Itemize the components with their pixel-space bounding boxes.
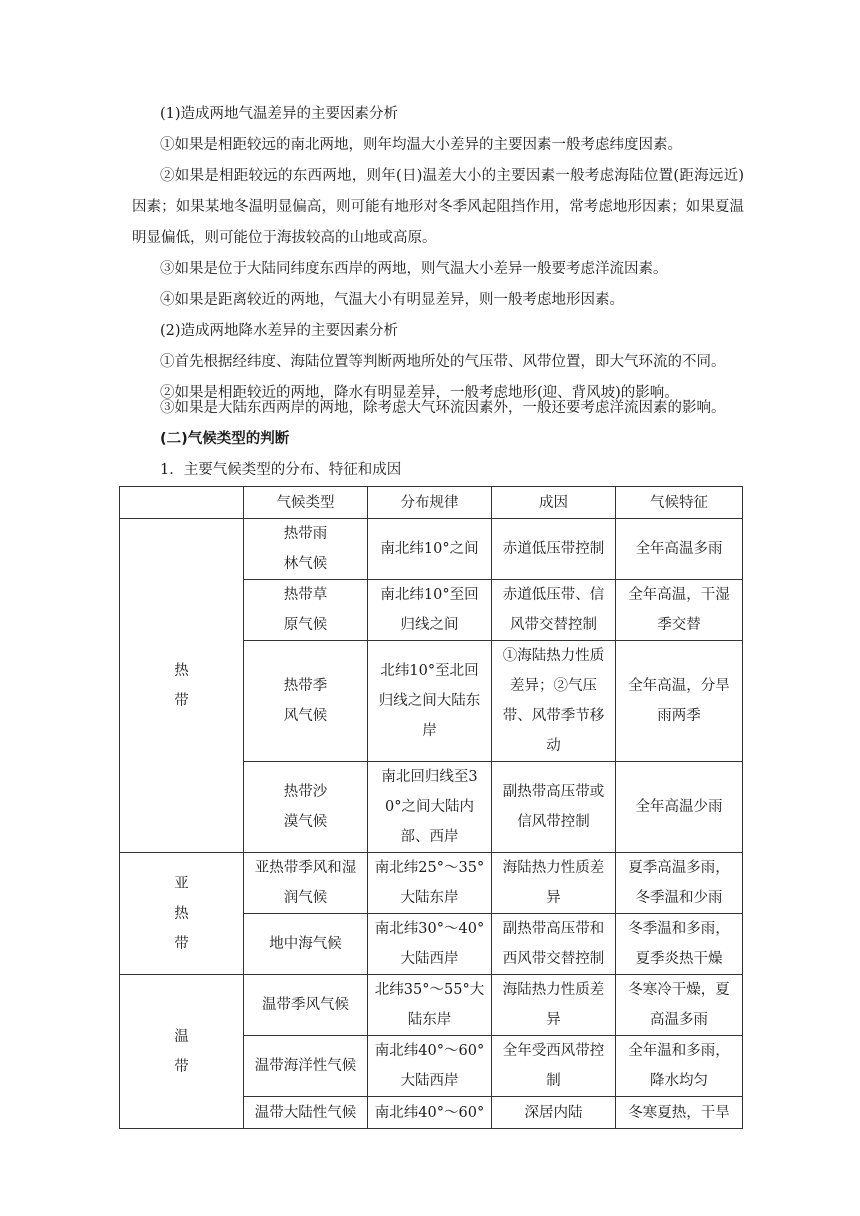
temp-point-2: ②如果是相距较远的东西两地，则年(日)温差大小的主要因素一般考虑海陆位置(距海远近)因素；如果某地冬温明显偏高，则可能有地形对冬季风起阻挡作用，常考虑地形因素；如果夏温明显偏低，则可能位于海拔较高的山地或高原。 [132,168,744,246]
climate-table [119,486,743,1129]
header-type: 气候类型 [244,487,368,519]
header-distribution: 分布规律 [368,487,492,519]
climate-type-cell: 温带季风气候 [244,975,368,1036]
cause-cell: ①海陆热力性质差异；②气压带、风带季节移动 [492,641,616,762]
temp-section-title: (1)造成两地气温差异的主要因素分析 [160,106,399,122]
section-heading: (二)气候类型的判断 [160,431,290,447]
climate-type-cell: 地中海气候 [244,914,368,975]
distribution-cell: 北纬35°～55°大陆东岸 [368,975,492,1036]
table-row [120,519,743,580]
distribution-cell: 南北纬25°～35°大陆东岸 [368,853,492,914]
zone-cell: 亚热带 [120,853,244,975]
temp-point-3: ③如果是位于大陆同纬度东西岸的两地，则气温大小差异一般要考虑洋流因素。 [160,261,668,277]
table-header-row [120,487,743,519]
header-cause: 成因 [492,487,616,519]
feature-cell: 全年高温少雨 [616,762,743,853]
feature-cell: 全年高温，干湿季交替 [616,580,743,641]
precip-point-3: ③如果是大陆东西两岸的两地，除考虑大气环流因素外，一般还要考虑洋流因素的影响。 [160,400,726,416]
cause-cell: 赤道低压带控制 [492,519,616,580]
cause-cell: 全年受西风带控制 [492,1036,616,1097]
feature-cell: 全年高温，分旱雨两季 [616,641,743,762]
cause-cell: 副热带高压带和西风带交替控制 [492,914,616,975]
header-feature: 气候特征 [616,487,743,519]
feature-cell: 全年温和多雨，降水均匀 [616,1036,743,1097]
distribution-cell: 南北纬10°之间 [368,519,492,580]
climate-type-cell: 温带大陆性气候 [244,1097,368,1129]
cause-cell: 深居内陆 [492,1097,616,1129]
feature-cell: 冬寒夏热，干旱 [616,1097,743,1129]
distribution-cell: 南北纬10°至回归线之间 [368,580,492,641]
climate-type-cell: 热带草原气候 [244,580,368,641]
precip-point-2: ②如果是相距较近的两地，降水有明显差异，一般考虑地形(迎、背风坡)的影响。 [160,385,679,401]
cause-cell: 副热带高压带或信风带控制 [492,762,616,853]
zone-cell: 温带 [120,975,244,1129]
distribution-cell: 南北纬40°～60° [368,1097,492,1129]
climate-type-cell: 亚热带季风和湿润气候 [244,853,368,914]
distribution-cell: 南北纬40°～60°大陆西岸 [368,1036,492,1097]
precip-section-title: (2)造成两地降水差异的主要因素分析 [160,323,399,339]
feature-cell: 冬季温和多雨，夏季炎热干燥 [616,914,743,975]
table-row [120,853,743,914]
precip-point-1: ①首先根据经纬度、海陆位置等判断两地所处的气压带、风带位置，即大气环流的不同。 [160,354,726,370]
cause-cell: 海陆热力性质差异 [492,853,616,914]
cause-cell: 海陆热力性质差异 [492,975,616,1036]
feature-cell: 全年高温多雨 [616,519,743,580]
distribution-cell: 北纬10°至北回归线之间大陆东岸 [368,641,492,762]
distribution-cell: 南北纬30°～40°大陆西岸 [368,914,492,975]
feature-cell: 冬寒冷干燥，夏高温多雨 [616,975,743,1036]
table-caption: 1．主要气候类型的分布、特征和成因 [160,462,402,478]
feature-cell: 夏季高温多雨，冬季温和少雨 [616,853,743,914]
climate-type-cell: 热带季风气候 [244,641,368,762]
temp-point-4: ④如果是距离较近的两地，气温大小有明显差异，则一般考虑地形因素。 [160,292,624,308]
climate-type-cell: 温带海洋性气候 [244,1036,368,1097]
climate-type-cell: 热带沙漠气候 [244,762,368,853]
climate-type-cell: 热带雨林气候 [244,519,368,580]
distribution-cell: 南北回归线至30°之间大陆内部、西岸 [368,762,492,853]
table-row [120,975,743,1036]
temp-point-1: ①如果是相距较远的南北两地，则年均温大小差异的主要因素一般考虑纬度因素。 [160,137,682,153]
zone-cell: 热带 [120,519,244,853]
cause-cell: 赤道低压带、信风带交替控制 [492,580,616,641]
header-zone [120,487,244,519]
